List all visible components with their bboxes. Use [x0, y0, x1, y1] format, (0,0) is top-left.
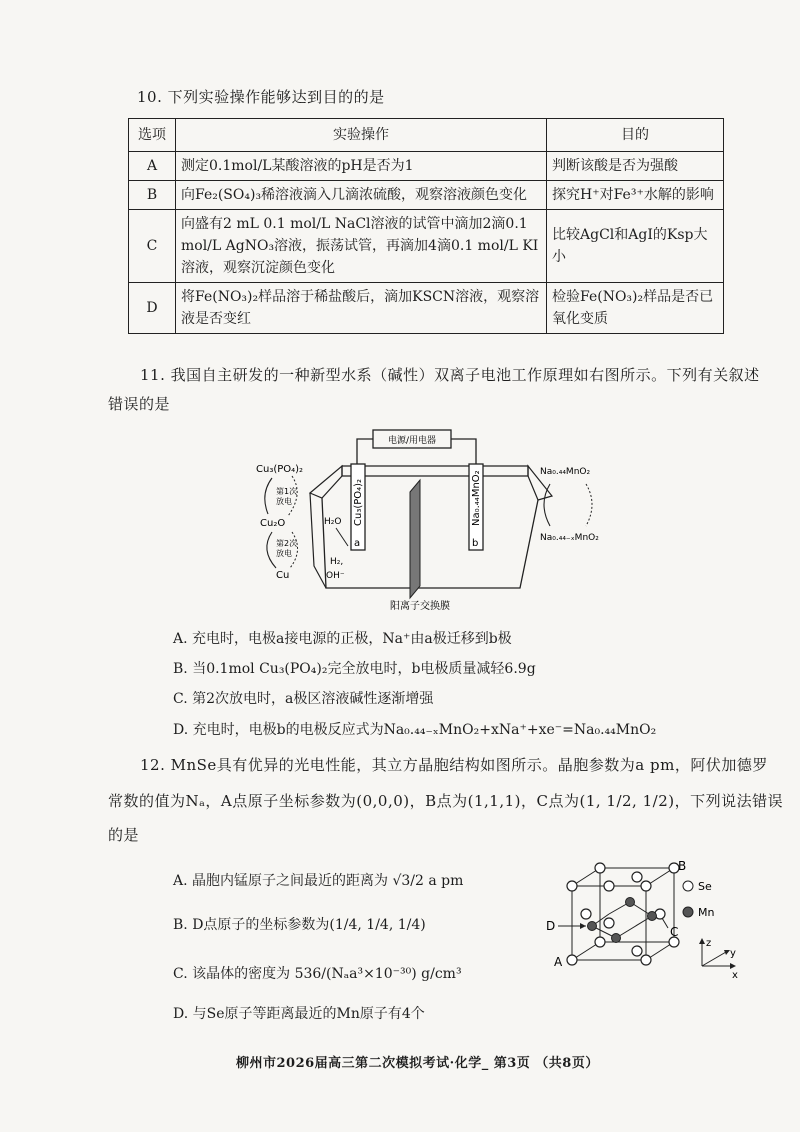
- q11-title: 11. 我国自主研发的一种新型水系（碱性）双离子电池工作原理如右图所示。下列有关叙述: [140, 366, 760, 384]
- table-row: [129, 152, 724, 181]
- table-row: [129, 283, 724, 334]
- axis-y: y: [730, 948, 736, 959]
- cycle-discharge2: 第2次: [276, 539, 298, 548]
- electrode-b-label: b: [472, 538, 479, 549]
- row-operation: 将Fe(NO₃)₂样品溶于稀盐酸后，滴加KSCN溶液，观察溶液是否变红: [176, 283, 547, 334]
- row-goal: 探究H⁺对Fe³⁺水解的影响: [547, 181, 724, 210]
- crystal-cell-diagram: [540, 858, 760, 988]
- cycle-cu2o: Cu₂O: [260, 518, 286, 529]
- header-goal: 目的: [547, 119, 724, 152]
- table-header-row: [129, 119, 724, 152]
- cycle-discharge1-b: 放电: [276, 497, 292, 506]
- electrode-b-formula: Na₀.₄₄MnO₂: [471, 470, 482, 526]
- q11-option-a: A. 充电时，电极a接电源的正极，Na⁺由a极迁移到b极: [173, 631, 512, 647]
- cycle-cu3po4: Cu₃(PO₄)₂: [256, 464, 304, 475]
- cycle-discharge1: 第1次: [276, 487, 298, 496]
- header-operation: 实验操作: [176, 119, 547, 152]
- oh-label: OH⁻: [326, 571, 345, 581]
- row-option: D: [129, 283, 176, 334]
- electrode-a-label: a: [354, 538, 361, 549]
- row-option: C: [129, 210, 176, 283]
- h2o-label: H₂O: [324, 517, 342, 527]
- legend-se: Se: [698, 880, 712, 893]
- q11-option-c: C. 第2次放电时，a极区溶液碱性逐渐增强: [173, 691, 434, 707]
- point-a-label: A: [554, 955, 563, 969]
- axis-z: z: [706, 938, 712, 949]
- row-option: A: [129, 152, 176, 181]
- q12-line1: 12. MnSe具有优异的光电性能，其立方晶胞结构如图所示。晶胞参数为a pm，阿伏加德罗: [140, 756, 768, 774]
- row-operation: 向Fe₂(SO₄)₃稀溶液滴入几滴浓硫酸，观察溶液颜色变化: [176, 181, 547, 210]
- q11-option-d: D. 充电时，电极b的电极反应式为Na₀.₄₄₋ₓMnO₂+xNa⁺+xe⁻=Na₀.₄₄MnO₂: [173, 722, 657, 738]
- row-goal: 比较AgCl和AgI的Ksp大小: [547, 210, 724, 283]
- cycle-right-top: Na₀.₄₄MnO₂: [540, 467, 591, 477]
- cycle-discharge2-b: 放电: [276, 549, 292, 558]
- row-goal: 判断该酸是否为强酸: [547, 152, 724, 181]
- q12-line3: 的是: [108, 826, 140, 844]
- legend-mn: Mn: [698, 906, 715, 919]
- cycle-right-bottom: Na₀.₄₄₋ₓMnO₂: [540, 533, 599, 543]
- membrane: [410, 480, 420, 598]
- row-goal: 检验Fe(NO₃)₂样品是否已氧化变质: [547, 283, 724, 334]
- point-c-label: C: [670, 925, 679, 939]
- axis-x: x: [732, 970, 738, 981]
- page-footer: 柳州市2026届高三第二次模拟考试·化学_ 第3页 （共8页）: [236, 1056, 599, 1071]
- q12-option-d: D. 与Se原子等距离最近的Mn原子有4个: [173, 1006, 425, 1022]
- q12-option-a: A. 晶胞内锰原子之间最近的距离为 √3/2 a pm: [173, 873, 464, 889]
- q10-title: 10. 下列实验操作能够达到目的的是: [137, 88, 385, 106]
- cycle-cu: Cu: [276, 570, 290, 581]
- experiment-table: [128, 118, 724, 334]
- q11-title-cont: 错误的是: [108, 395, 171, 413]
- legend-se-marker: [683, 881, 693, 891]
- q12-line2: 常数的值为Nₐ，A点原子坐标参数为(0,0,0)，B点为(1,1,1)，C点为(1, 1/2, 1/2)，下列说法错误: [108, 792, 784, 810]
- q12-option-c: C. 该晶体的密度为 536/(Nₐa³×10⁻³⁰) g/cm³: [173, 966, 462, 982]
- table-row: [129, 210, 724, 283]
- q12-option-b: B. D点原子的坐标参数为(1/4, 1/4, 1/4): [173, 917, 426, 933]
- point-b-label: B: [678, 859, 687, 873]
- row-option: B: [129, 181, 176, 210]
- battery-diagram: [220, 428, 620, 613]
- power-label: 电源/用电器: [387, 436, 437, 446]
- table-row: [129, 181, 724, 210]
- row-operation: 测定0.1mol/L某酸溶液的pH是否为1: [176, 152, 547, 181]
- electrode-a-formula: Cu₃(PO₄)₂: [353, 478, 364, 526]
- q11-option-b: B. 当0.1mol Cu₃(PO₄)₂完全放电时，b电极质量减轻6.9g: [173, 661, 536, 677]
- h2-label: H₂,: [330, 557, 344, 567]
- membrane-label: 阳离子交换膜: [390, 601, 450, 612]
- legend-mn-marker: [683, 907, 693, 917]
- row-operation: 向盛有2 mL 0.1 mol/L NaCl溶液的试管中滴加2滴0.1 mol/L AgNO₃溶液，振荡试管，再滴加4滴0.1 mol/L KI溶液，观察沉淀颜色变化: [176, 210, 547, 283]
- point-d-label: D: [546, 919, 556, 933]
- header-option: 选项: [129, 119, 176, 152]
